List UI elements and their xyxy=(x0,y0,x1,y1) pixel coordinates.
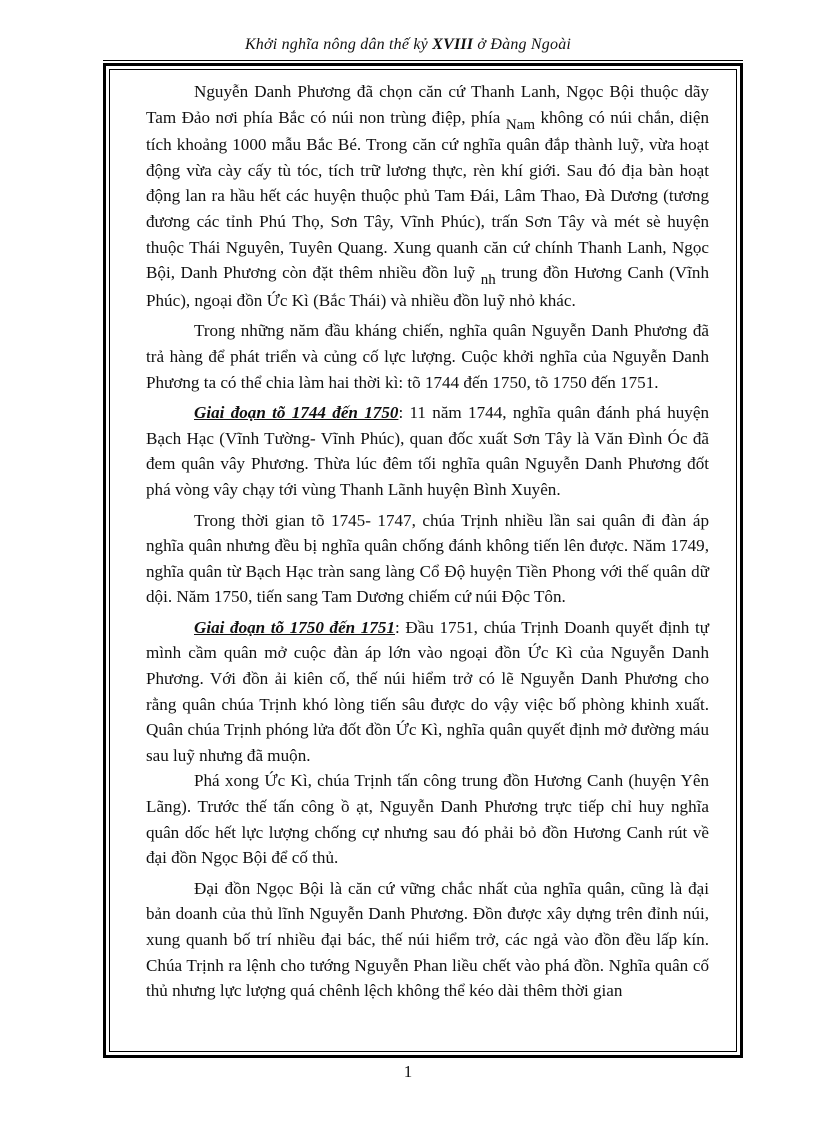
body-text xyxy=(146,79,709,1009)
header-text-after: ở Đàng Ngoài xyxy=(473,36,572,53)
paragraph-1-c: trung đồn Hương Canh (Vĩnh Phúc), ngoại đồn Ức Kì (Bắc Thái) và nhiều đồn luỹ nhỏ khác. xyxy=(146,263,709,310)
section-heading-1750-1751: Giai đoạn tõ 1750 đến 1751 xyxy=(194,617,395,637)
paragraph-6: Phá xong Ức Kì, chúa Trịnh tấn công trung đồn Hương Canh (huyện Yên Lãng). Trước thế tấn công ồ ạt, Nguyễn Danh Phương trực tiếp chỉ huy nghĩa quân dốc hết lực lượng chống cự nhưng sau đó phải bỏ đồn Hương Canh rút về đại đồn Ngọc Bội để cố thủ. xyxy=(146,771,709,868)
paragraph-2: Trong những năm đầu kháng chiến, nghĩa quân Nguyễn Danh Phương đã trả hàng để phát triển và củng cố lực lượng. Cuộc khởi nghĩa của Nguyễn Danh Phương ta có thể chia làm hai thời kì: tõ 1744 đến 1750, tõ 1750 đến 1751. xyxy=(146,321,709,392)
header-century: XVIII xyxy=(432,36,474,53)
paragraph-1-a: Nguyễn Danh Phương đã chọn căn cứ Thanh Lanh, Ngọc Bội thuộc dãy Tam Đảo nơi phía Bắc có núi non trùng điệp, phía xyxy=(146,82,709,127)
paragraph-5-body: : Đầu 1751, chúa Trịnh Doanh quyết định tự mình cầm quân mở cuộc đàn áp lớn vào ngoại đồn Ức Kì của Nguyễn Danh Phương. Với đồn ải kiên cố, thế núi hiểm trở có lẽ Nguyễn Danh Phương cho rằng quân chúa Trịnh khó lòng tiến sâu được do vậy việc bố phòng khinh xuất. Quân chúa Trịnh phóng lửa đốt đồn Ức Kì, nghĩa quân quyết định mở đường máu sau luỹ nhưng đã muộn. xyxy=(146,617,709,765)
paragraph-5 xyxy=(146,615,709,769)
paragraph-4: Trong thời gian tõ 1745- 1747, chúa Trịnh nhiều lần sai quân đi đàn áp nghĩa quân nhưng đều bị nghĩa quân chống đánh không tiến lên được. Năm 1749, nghĩa quân từ Bạch Hạc tràn sang làng Cổ Độ huyện Tiền Phong với thế quân dữ dội. Năm 1750, tiến sang Tam Dương chiếm cứ núi Độc Tôn. xyxy=(146,510,709,607)
header-text-before: Khởi nghĩa nông dân thế kỷ xyxy=(244,36,433,53)
header-rule xyxy=(103,60,743,61)
paragraph-1-raised-word: Nam xyxy=(505,116,536,133)
paragraph-1 xyxy=(146,79,709,313)
section-heading-1744-1750: Giai đoạn tõ 1744 đến 1750 xyxy=(194,403,399,423)
paragraph-7: Đại đồn Ngọc Bội là căn cứ vững chắc nhất của nghĩa quân, cũng là đại bản doanh của thủ lĩnh Nguyễn Danh Phương. Đồn được xây dựng trên đỉnh núi, xung quanh bố trí nhiều đại bác, thế núi hiểm trở, các ngả vào đồn đều lấp kín. Chúa Trịnh ra lệnh cho tướng Nguyễn Phan liều chết vào phá đồn. Nghĩa quân cố thủ nhưng lực lượng quá chênh lệch không thể kéo dài thêm thời gian xyxy=(146,878,709,1001)
page-number: 1 xyxy=(403,1062,413,1081)
running-header xyxy=(0,36,816,54)
paragraph-3-body: : 11 năm 1744, nghĩa quân đánh phá huyện Bạch Hạc (Vĩnh Tường- Vĩnh Phúc), quan đốc xuất Sơn Tây là Văn Đình Óc đã đem quân vây Phương. Thừa lúc đêm tối nghĩa quân Nguyễn Danh Phương đốt phá vòng vây chạy tới vùng Thanh Lãnh huyện Bình Xuyên. xyxy=(146,403,709,499)
paragraph-3 xyxy=(146,400,709,502)
page-border xyxy=(103,63,743,1058)
paragraph-1-b: không có núi chắn, diện tích khoảng 1000 mẫu Bắc Bé. Trong căn cứ nghĩa quân đắp thành luỹ, vừa hoạt động vừa cày cấy tù tóc, tích trữ lương thực, rèn khí giới. Sau đó địa bàn hoạt động lan ra hầu hết các huyện thuộc phủ Tam Đái, Lâm Thao, Đà Dương (tương đương các tỉnh Phú Thọ, Sơn Tây, Vĩnh Phúc), trấn Sơn Tây và mét sè huyện thuộc Thái Nguyên, Tuyên Quang. Xung quanh căn cứ chính Thanh Lanh, Ngọc Bội, Danh Phương còn đặt thêm nhiều đồn luỹ xyxy=(146,107,709,283)
paragraph-1-raised-fragment: nh xyxy=(480,272,496,289)
